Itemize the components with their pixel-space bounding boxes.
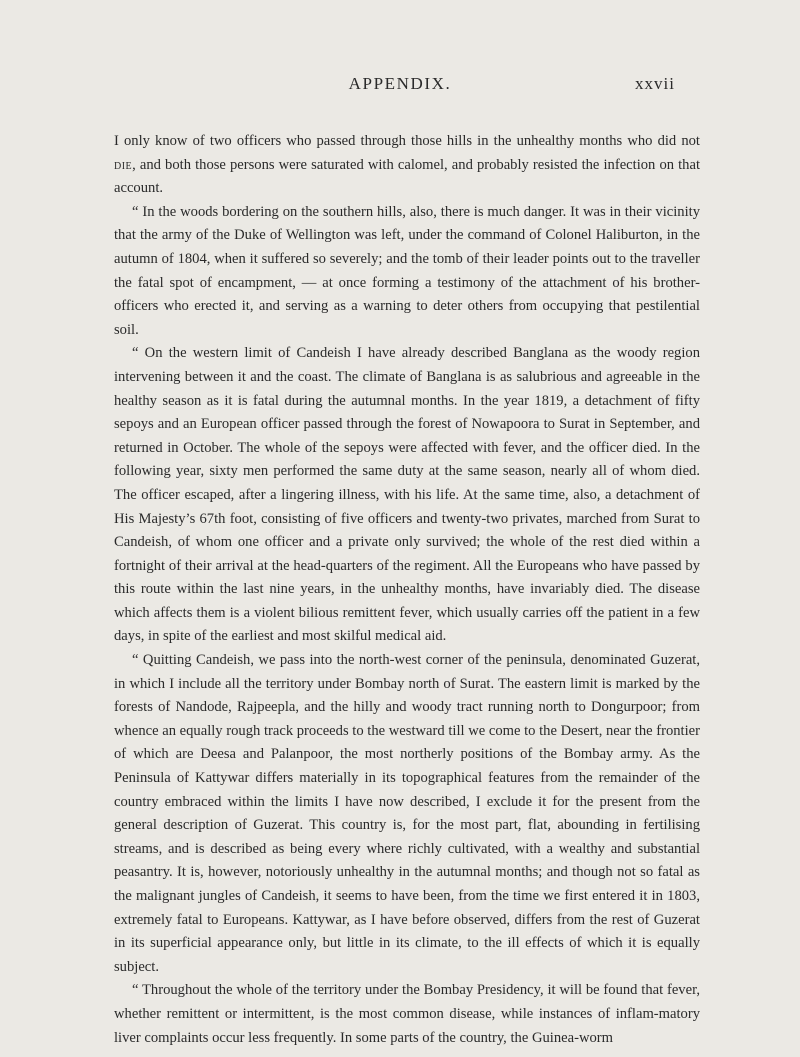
page-number: xxvii (635, 74, 675, 93)
paragraph-3: “ On the western limit of Candeish I have already described Banglana as the woody region intervening between it and the coast. The climate of Banglana is as salubrious and agreeable in the healthy season as it is fatal during the autumnal months. In the year 1819, a detachment of fifty sepoys and an European officer passed through the forest of Nowapoora to Surat in September, and returned in October. The whole of the sepoys were affected with fever, and the officer died. In the following year, sixty men performed the same duty at the same season, nearly all of whom died. The officer escaped, after a lingering illness, with his life. At the same time, also, a detachment of His Majesty’s 67th foot, consisting of five officers and twenty-two privates, marched from Surat to Candeish, of whom one officer and a private only survived; the whole of the rest died within a fortnight of their arrival at the head-quarters of the regiment. All the Europeans who have passed by this route within the last nine years, in the unhealthy months, have invariably died. The disease which affects them is a violent bilious remittent fever, which usually carries off the patient in a few days, in spite of the earliest and most skilful medical aid. (114, 345, 700, 645)
paragraph-2: “ In the woods bordering on the southern hills, also, there is much danger. It was in their vicinity that the army of the Duke of Wellington was left, under the command of Colonel Haliburton, in the autumn of 1804, when it suffered so severely; and the tomb of their leader points out to the traveller the fatal spot of encampment, — at once forming a testimony of the attachment of his brother-officers who erected it, and serving as a warning to deter others from occupying that pestilential soil. (114, 203, 700, 338)
header-title: APPENDIX. (348, 74, 452, 93)
paragraph-1-end: , and both those persons were saturated with calomel, and probably resisted the infection on that account. (114, 156, 700, 197)
paragraph-1-smallcaps: die (114, 156, 133, 173)
paragraph-5: “ Throughout the whole of the territory under the Bombay Presidency, it will be found that fever, whether remittent or intermittent, is the most common disease, while instances of inflam-matory liver complaints occur less frequently. In some parts of the country, the Guinea-worm (114, 982, 700, 1046)
paragraph-1-start: I only know of two officers who passed through those hills in the unhealthy months who did not (114, 133, 700, 149)
paragraph-4: “ Quitting Candeish, we pass into the north-west corner of the peninsula, denominated Guzerat, in which I include all the territory under Bombay north of Surat. The eastern limit is marked by the forests of Nandode, Rajpeepla, and the hilly and woody tract running north to Dongurpoor; from whence an equally rough track proceeds to the westward till we come to the Desert, near the frontier of which are Deesa and Palanpoor, the most northerly positions of the Bombay army. As the Peninsula of Kattywar differs materially in its topographical features from the remainder of the country embraced within the limits I have now described, I exclude it for the present from the general description of Guzerat. This country is, for the most part, flat, abounding in fertilising streams, and is described as being every where richly cultivated, with a wealthy and substantial peasantry. It is, however, notoriously unhealthy in the autumnal months; and though not so fatal as the malignant jungles of Candeish, it seems to have been, from the time we first entered it in 1803, extremely fatal to Europeans. Kattywar, as I have before observed, differs from the rest of Guzerat in its superficial appearance only, but little in its climate, to the ill effects of which it is equally subject. (114, 652, 700, 975)
running-header (0, 74, 800, 104)
paragraph-1 (114, 130, 700, 201)
body-text (114, 130, 700, 1050)
